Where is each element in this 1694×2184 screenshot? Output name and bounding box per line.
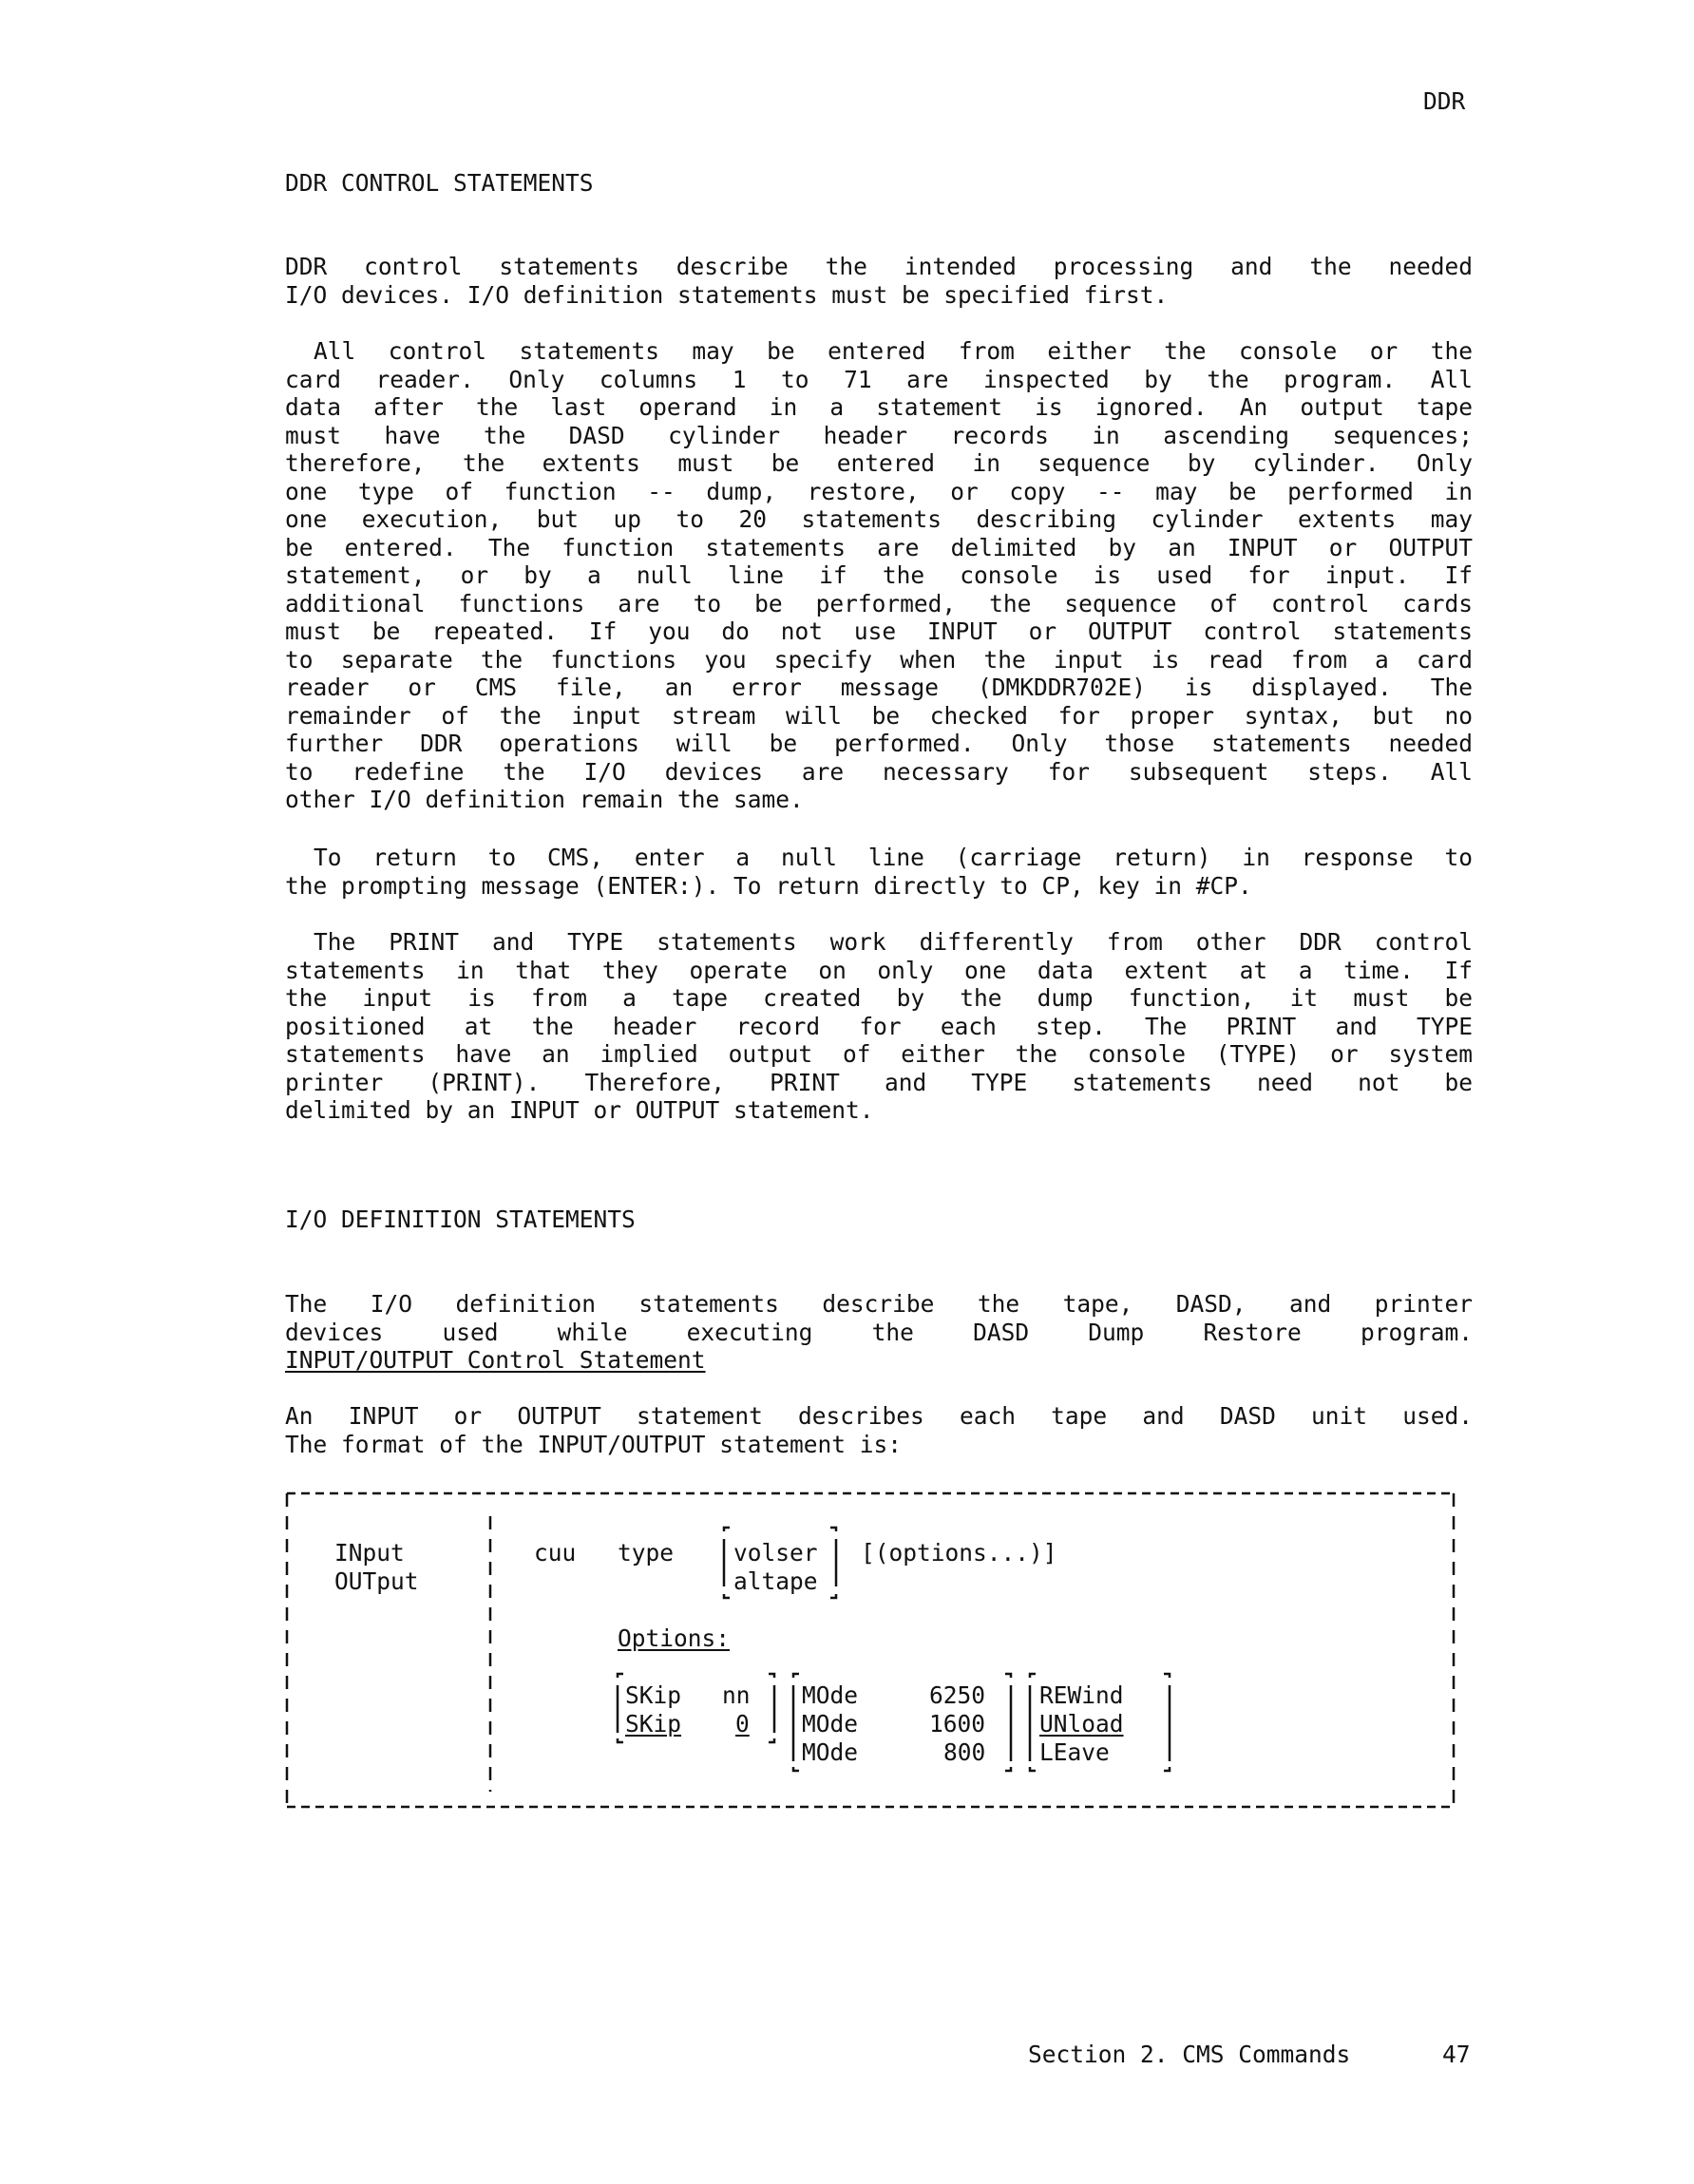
section-title-ddr-control: DDR CONTROL STATEMENTS — [285, 169, 594, 197]
text-line: delimited by an INPUT or OUTPUT statement. — [285, 1096, 874, 1124]
text-line: I/O devices. I/O definition statements must be specified first. — [285, 280, 1169, 309]
text-line: printer (PRINT). Therefore, PRINT and TYPE statements need not be — [285, 1068, 1473, 1096]
command-input: INput — [334, 1539, 405, 1567]
text-line: one type of function -- dump, restore, or copy -- may be performed in — [285, 477, 1473, 505]
operand-type: type — [618, 1539, 675, 1567]
text-line: one execution, but up to 20 statements describing cylinder extents may — [285, 505, 1473, 533]
operand-volser: volser — [733, 1539, 818, 1567]
skip-keyword: SKip — [625, 1681, 682, 1709]
footer-text: Section 2. CMS Commands — [1028, 2041, 1351, 2068]
options-label — [618, 1624, 730, 1653]
text-line: additional functions are to be performed, the sequence of control cards — [285, 589, 1473, 617]
command-output: OUTput — [334, 1567, 419, 1595]
text-line: further DDR operations will be performed. Only those statements needed — [285, 730, 1473, 757]
text-line: The PRINT and TYPE statements work differently from other DDR control — [314, 928, 1473, 956]
paragraph-intro — [285, 253, 1473, 309]
mode-value: 1600 — [929, 1710, 986, 1738]
text-line: To return to CMS, enter a null line (carriage return) in response to — [314, 844, 1473, 871]
text-line: An INPUT or OUTPUT statement describes each tape and DASD unit used. — [285, 1402, 1473, 1430]
mode-value: 6250 — [929, 1681, 986, 1709]
skip-value: nn — [722, 1681, 751, 1709]
operand-altape: altape — [733, 1567, 818, 1595]
syntax-diagram-box — [283, 1490, 1457, 1811]
subheading-input-output — [285, 1346, 706, 1375]
text-line: The format of the INPUT/OUTPUT statement is: — [285, 1430, 903, 1458]
text-line: other I/O definition remain the same. — [285, 786, 804, 813]
text-line: the prompting message (ENTER:). To return directly to CP, key in #CP. — [285, 871, 1252, 900]
mode-keyword: MOde — [802, 1710, 859, 1738]
text-line: statements have an implied output of either the console (TYPE) or system — [285, 1040, 1473, 1068]
page-number: 47 — [1442, 2041, 1471, 2068]
text-line: to redefine the I/O devices are necessary for subsequent steps. All — [285, 757, 1473, 786]
tape-option-unload-text: UNload — [1039, 1710, 1124, 1738]
text-line: the input is from a tape created by the dump function, it must be — [285, 984, 1473, 1012]
text-line: therefore, the extents must be entered in sequence by cylinder. Only — [285, 449, 1473, 477]
skip-keyword-default-text: SKip — [625, 1710, 682, 1738]
text-line: statement, or by a null line if the console is used for input. If — [285, 561, 1473, 589]
text-line: to separate the functions you specify when the input is read from a card — [285, 645, 1473, 674]
tape-option-leave: LEave — [1039, 1738, 1110, 1766]
skip-value-default-text: 0 — [735, 1710, 750, 1738]
text-line: devices used while executing the DASD Dump Restore program. — [285, 1318, 1473, 1346]
text-line: remainder of the input stream will be checked for proper syntax, but no — [285, 701, 1473, 730]
mode-keyword: MOde — [802, 1738, 859, 1766]
text-line: All control statements may be entered from either the console or the — [314, 337, 1473, 365]
text-line: The I/O definition statements describe the tape, DASD, and printer — [285, 1290, 1473, 1318]
paragraph-return-to-cms — [285, 844, 1473, 900]
text-line: data after the last operand in a statement is ignored. An output tape — [285, 393, 1473, 421]
options-placeholder: [(options...)] — [861, 1539, 1057, 1567]
section-title-io-definition: I/O DEFINITION STATEMENTS — [285, 1206, 636, 1233]
text-line: DDR control statements describe the intended processing and the needed — [285, 253, 1473, 280]
paragraph-print-type — [285, 928, 1473, 1125]
paragraph-format — [285, 1402, 1473, 1458]
operand-cuu: cuu — [534, 1539, 577, 1567]
paragraph-io-intro — [285, 1290, 1473, 1346]
running-header: DDR — [1423, 87, 1466, 115]
skip-value-default — [735, 1710, 750, 1738]
options-label-text: Options: — [618, 1624, 731, 1652]
text-line: reader or CMS file, an error message (DMKDDR702E) is displayed. The — [285, 674, 1473, 701]
syntax-box-frame — [283, 1490, 1457, 1811]
text-line: be entered. The function statements are delimited by an INPUT or OUTPUT — [285, 533, 1473, 561]
text-line: statements in that they operate on only one data extent at a time. If — [285, 956, 1473, 984]
tape-option-unload-default — [1039, 1710, 1124, 1738]
text-line: positioned at the header record for each step. The PRINT and TYPE — [285, 1012, 1473, 1040]
text-line: must have the DASD cylinder header records in ascending sequences; — [285, 421, 1473, 449]
text-line: card reader. Only columns 1 to 71 are inspected by the program. All — [285, 365, 1473, 393]
text-line: must be repeated. If you do not use INPUT or OUTPUT control statements — [285, 617, 1473, 645]
paragraph-control-statements — [285, 337, 1473, 814]
skip-keyword-default — [625, 1710, 681, 1738]
mode-keyword: MOde — [802, 1681, 859, 1709]
tape-option-rewind: REWind — [1039, 1681, 1124, 1709]
mode-value: 800 — [943, 1738, 986, 1766]
subheading-text: INPUT/OUTPUT Control Statement — [285, 1346, 706, 1374]
